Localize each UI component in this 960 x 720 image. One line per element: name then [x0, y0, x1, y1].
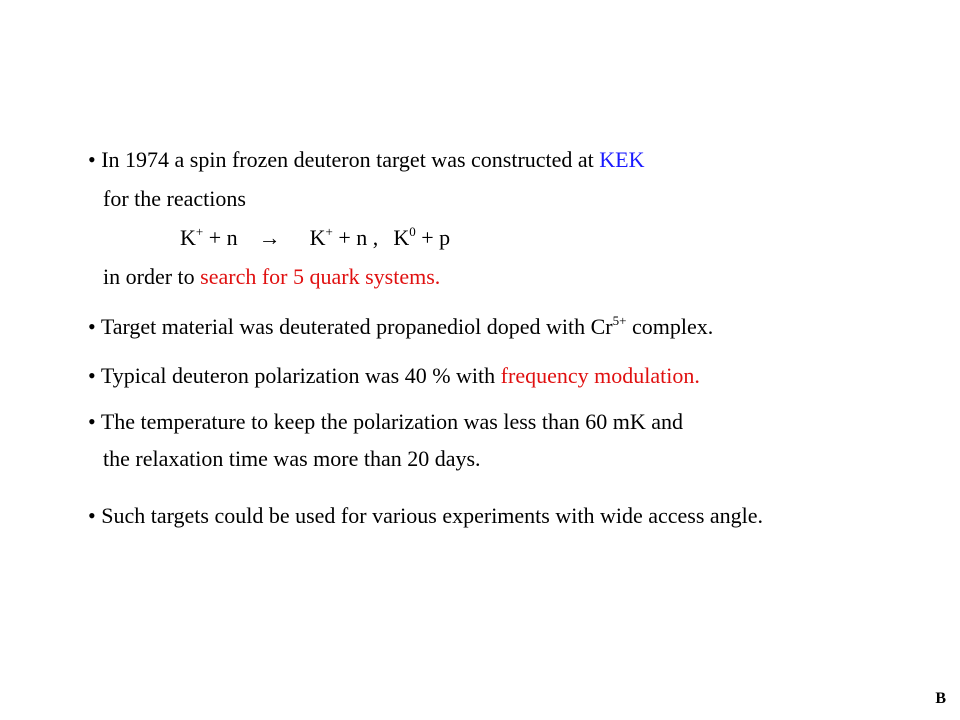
reaction-k2-charge: +: [325, 223, 333, 239]
corner-mark: B: [935, 690, 946, 707]
kek-highlight: KEK: [599, 147, 645, 172]
item3-text: Typical deuteron polarization was 40 % with: [100, 363, 501, 388]
bullet-1: •: [88, 147, 96, 172]
item1-line2: for the reactions: [103, 186, 246, 211]
item5: [88, 503, 763, 529]
item2-text: Target material was deuterated propanediol doped with Cr: [100, 314, 613, 339]
search-highlight: search for 5 quark systems.: [200, 264, 441, 289]
reaction-k3: K: [393, 225, 410, 250]
reaction-k1: K: [180, 225, 196, 250]
bullet-5: •: [88, 503, 96, 528]
item1-line1-text: In 1974 a spin frozen deuteron target was constructed at: [101, 147, 600, 172]
frequency-highlight: frequency modulation.: [500, 363, 700, 388]
reaction-k2: K: [309, 225, 326, 250]
item1-line4-text: in order to: [103, 264, 201, 289]
reaction-rhs1-rest: + n ,: [332, 225, 379, 250]
reaction-arrow: →: [258, 225, 281, 250]
item2-superscript: 5+: [612, 312, 627, 328]
item1-line1: [88, 147, 645, 173]
reaction-rhs2-rest: + p: [415, 225, 451, 250]
reaction-lhs-rest: + n: [203, 225, 238, 250]
item2: [88, 314, 713, 340]
item2-suffix: complex.: [626, 314, 714, 339]
item5-text: Such targets could be used for various experiments with wide access angle.: [101, 503, 764, 528]
item4-line1-text: The temperature to keep the polarization was less than 60 mK and: [100, 409, 684, 434]
bullet-4: •: [88, 409, 96, 434]
item3: [88, 363, 700, 389]
item1-line4: [103, 264, 440, 290]
reaction-k1-charge: +: [195, 223, 204, 239]
reaction-equation: [180, 225, 450, 251]
item4-line2: the relaxation time was more than 20 days.: [103, 446, 481, 471]
bullet-3: •: [88, 363, 96, 388]
bullet-2: •: [88, 314, 96, 339]
reaction-k3-charge: 0: [409, 223, 416, 239]
item4-line1: [88, 409, 683, 435]
